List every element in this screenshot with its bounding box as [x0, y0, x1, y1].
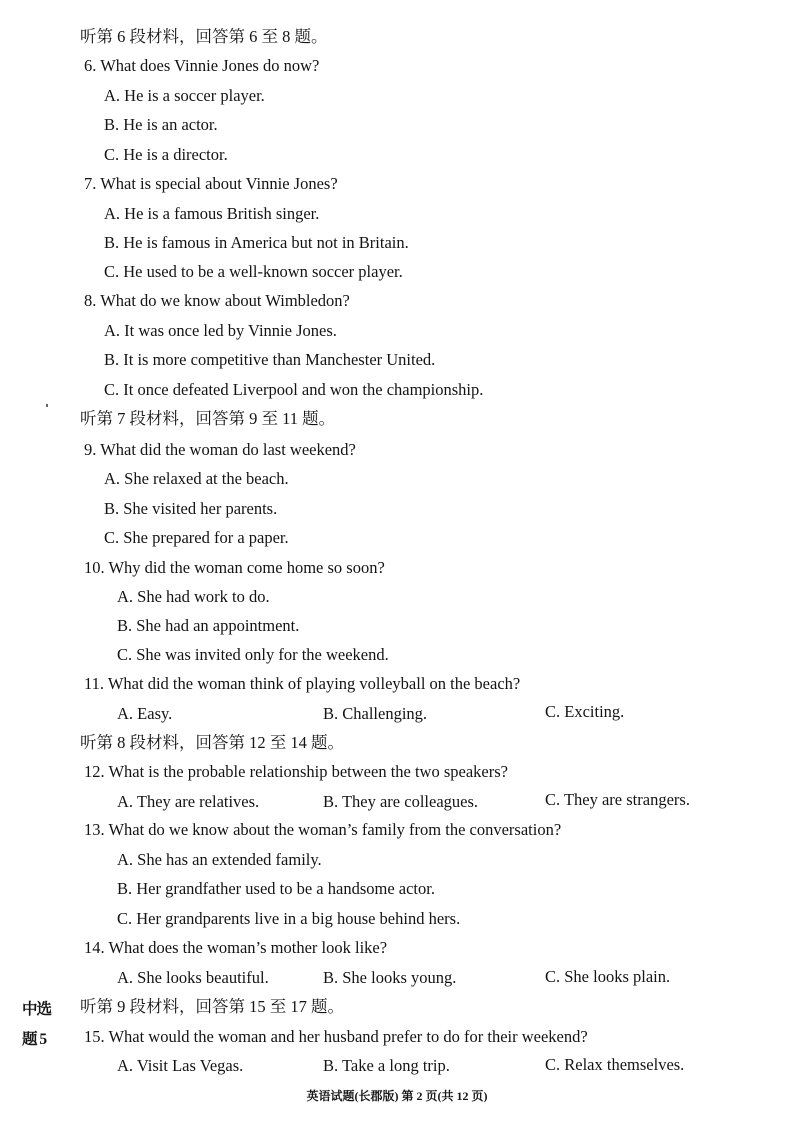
option-12c: C. They are strangers. — [545, 790, 690, 809]
option-14a: A. She looks beautiful. — [117, 968, 269, 987]
option-15a: A. Visit Las Vegas. — [117, 1056, 244, 1075]
option-10b: B. She had an appointment. — [117, 616, 300, 635]
section-heading: 听第 8 段材料，回答第 12 至 14 题。 — [80, 733, 344, 752]
question-15: 15. What would the woman and her husband prefer to do for their weekend? — [84, 1027, 588, 1046]
option-11c: C. Exciting. — [545, 702, 625, 721]
option-15c: C. Relax themselves. — [545, 1055, 685, 1074]
page-footer: 英语试题(长郡版) 第 2 页(共 12 页) — [306, 1089, 488, 1103]
option-6c: C. He is a director. — [104, 145, 228, 164]
question-13: 13. What do we know about the woman’s family from the conversation? — [84, 820, 562, 839]
option-7a: A. He is a famous British singer. — [104, 204, 320, 223]
option-11a: A. Easy. — [117, 704, 173, 723]
option-9c: C. She prepared for a paper. — [104, 528, 289, 547]
question-11: 11. What did the woman think of playing volleyball on the beach? — [84, 674, 521, 693]
option-10a: A. She had work to do. — [117, 587, 270, 606]
option-14c: C. She looks plain. — [545, 967, 671, 986]
option-12a: A. They are relatives. — [117, 792, 260, 811]
question-8: 8. What do we know about Wimbledon? — [84, 291, 350, 310]
question-12: 12. What is the probable relationship between the two speakers? — [84, 762, 508, 781]
option-15b: B. Take a long trip. — [323, 1056, 450, 1075]
option-9a: A. She relaxed at the beach. — [104, 469, 289, 488]
question-10: 10. Why did the woman come home so soon? — [84, 558, 385, 577]
question-9: 9. What did the woman do last weekend? — [84, 440, 356, 459]
option-7c: C. He used to be a well-known soccer player. — [104, 262, 403, 281]
option-9b: B. She visited her parents. — [104, 499, 278, 518]
option-10c: C. She was invited only for the weekend. — [117, 645, 389, 664]
question-14: 14. What does the woman’s mother look like? — [84, 938, 388, 957]
question-6: 6. What does Vinnie Jones do now? — [84, 56, 320, 75]
margin-note: 中选 — [22, 1001, 52, 1018]
option-8c: C. It once defeated Liverpool and won the championship. — [104, 380, 484, 399]
option-13c: C. Her grandparents live in a big house behind hers. — [117, 909, 461, 928]
option-14b: B. She looks young. — [323, 968, 457, 987]
option-13b: B. Her grandfather used to be a handsome actor. — [117, 879, 435, 898]
section-heading: 听第 7 段材料，回答第 9 至 11 题。 — [80, 409, 336, 428]
option-8a: A. It was once led by Vinnie Jones. — [104, 321, 337, 340]
section-heading: 听第 6 段材料，回答第 6 至 8 题。 — [80, 27, 328, 46]
option-8b: B. It is more competitive than Manchester United. — [104, 350, 436, 369]
margin-note: 题 5 — [22, 1031, 47, 1048]
option-12b: B. They are colleagues. — [323, 792, 479, 811]
option-11b: B. Challenging. — [323, 704, 428, 723]
scan-speck — [46, 404, 48, 407]
option-7b: B. He is famous in America but not in Britain. — [104, 233, 409, 252]
question-7: 7. What is special about Vinnie Jones? — [84, 174, 338, 193]
option-6a: A. He is a soccer player. — [104, 86, 265, 105]
section-heading: 听第 9 段材料，回答第 15 至 17 题。 — [80, 997, 344, 1016]
option-6b: B. He is an actor. — [104, 115, 218, 134]
option-13a: A. She has an extended family. — [117, 850, 322, 869]
